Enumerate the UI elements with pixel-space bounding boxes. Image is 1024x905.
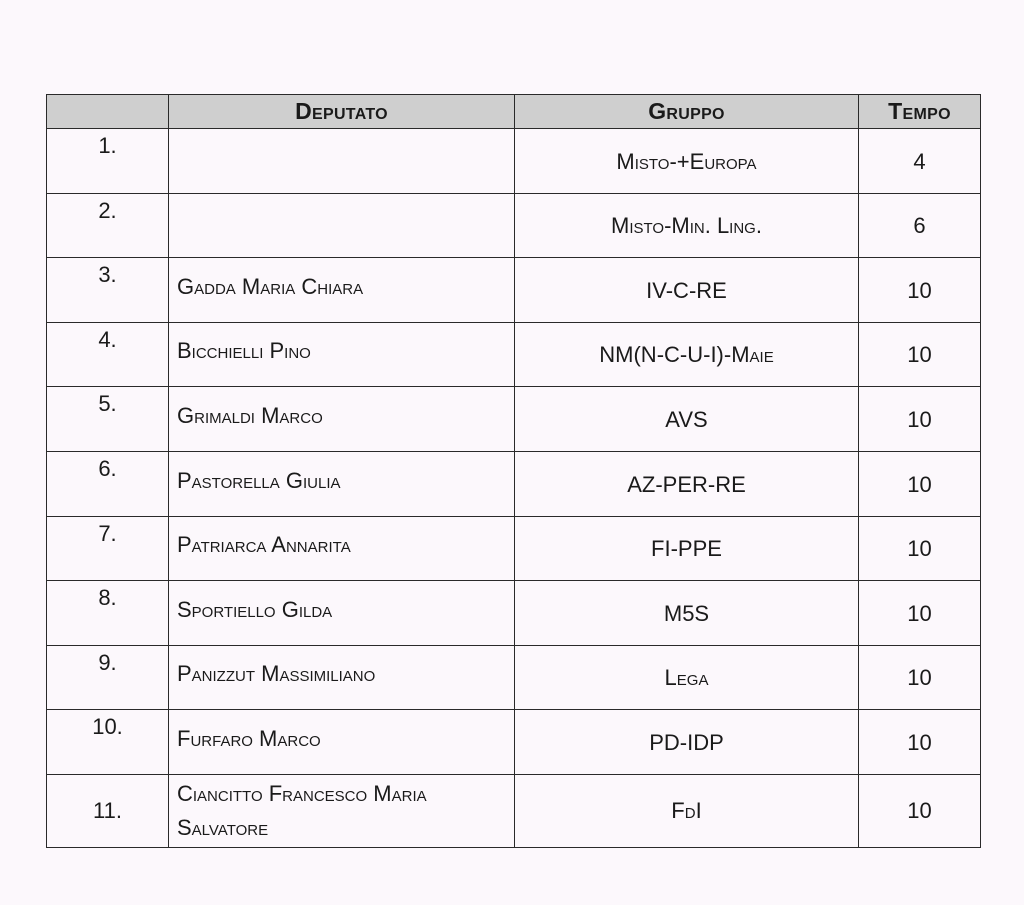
row-gruppo: Misto-+Europa (515, 129, 859, 194)
table-body (47, 129, 981, 848)
row-deputato (169, 129, 515, 194)
row-tempo: 10 (859, 710, 981, 775)
row-number: 2. (47, 193, 169, 258)
table-row (47, 581, 981, 646)
table-row (47, 258, 981, 323)
row-tempo: 10 (859, 516, 981, 581)
row-gruppo: M5S (515, 581, 859, 646)
row-tempo: 4 (859, 129, 981, 194)
row-gruppo: AZ-PER-RE (515, 451, 859, 516)
row-gruppo: PD-IDP (515, 710, 859, 775)
row-number: 5. (47, 387, 169, 452)
header-tempo: Tempo (859, 95, 981, 129)
table-row (47, 322, 981, 387)
row-number: 7. (47, 516, 169, 581)
row-deputato (169, 193, 515, 258)
header-row (47, 95, 981, 129)
speakers-table (46, 94, 981, 848)
row-number: 6. (47, 451, 169, 516)
row-number: 10. (47, 710, 169, 775)
row-tempo: 10 (859, 774, 981, 847)
row-gruppo: Misto-Min. Ling. (515, 193, 859, 258)
header-deputato: Deputato (169, 95, 515, 129)
table-row (47, 774, 981, 847)
header-number (47, 95, 169, 129)
row-gruppo: Lega (515, 645, 859, 710)
table-row (47, 129, 981, 194)
row-deputato: Gadda Maria Chiara (169, 258, 515, 323)
table-row (47, 387, 981, 452)
table-row (47, 516, 981, 581)
row-tempo: 10 (859, 322, 981, 387)
row-gruppo: AVS (515, 387, 859, 452)
row-number: 1. (47, 129, 169, 194)
row-tempo: 10 (859, 581, 981, 646)
row-tempo: 10 (859, 645, 981, 710)
table-row (47, 451, 981, 516)
row-deputato: Pastorella Giulia (169, 451, 515, 516)
row-tempo: 10 (859, 451, 981, 516)
row-gruppo: FI-PPE (515, 516, 859, 581)
row-deputato: Panizzut Massimiliano (169, 645, 515, 710)
table-row (47, 645, 981, 710)
row-deputato: Ciancitto Francesco Maria Salvatore (169, 774, 515, 847)
table-row (47, 710, 981, 775)
row-number: 4. (47, 322, 169, 387)
row-tempo: 10 (859, 387, 981, 452)
row-number: 3. (47, 258, 169, 323)
row-number: 11. (47, 774, 169, 847)
row-number: 9. (47, 645, 169, 710)
row-deputato: Sportiello Gilda (169, 581, 515, 646)
row-gruppo: IV-C-RE (515, 258, 859, 323)
header-gruppo: Gruppo (515, 95, 859, 129)
row-gruppo: NM(N-C-U-I)-Maie (515, 322, 859, 387)
table-row (47, 193, 981, 258)
row-deputato: Grimaldi Marco (169, 387, 515, 452)
row-deputato: Bicchielli Pino (169, 322, 515, 387)
row-number: 8. (47, 581, 169, 646)
row-tempo: 6 (859, 193, 981, 258)
row-deputato: Furfaro Marco (169, 710, 515, 775)
row-gruppo: FdI (515, 774, 859, 847)
table-header (47, 95, 981, 129)
row-tempo: 10 (859, 258, 981, 323)
row-deputato: Patriarca Annarita (169, 516, 515, 581)
